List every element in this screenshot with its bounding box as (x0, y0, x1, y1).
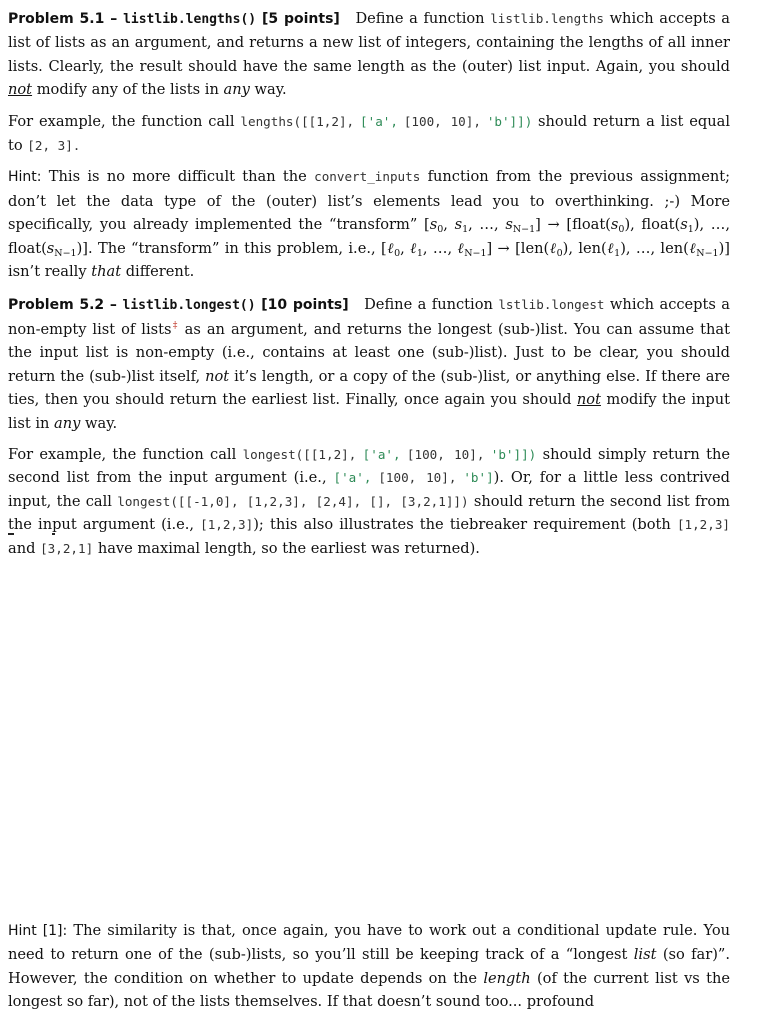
problem-5-2-heading: Problem 5.2 – listlib.longest() [10 points] (8, 297, 349, 314)
math-transform-1: [$s_0$, $s_1$, …, $s_{N-1}$] → [$float(s_0)$, $float(s_1)$, …, $float(s_{N-1})$]. (8, 216, 730, 259)
emphasis-not: not (8, 81, 33, 99)
page (8, 7, 730, 568)
hint-1-label: Hint [1]: (8, 923, 68, 939)
problem-5-1-example: For example, the function call lengths([[1,2], ['a', [100, 10], 'b']]) should return a list equal to [2, 3]. (8, 112, 731, 155)
hint-1-text: Hint [1]: The similarity is that, once again, you have to work out a conditional update rule. You need to return one of the (sub-)lists, so you’ll still be keeping track of a “longest list (so far)”. However, the condition on whether to update depends on the length (of the current list vs the longest so far), not of the lists themselves. If that doesn’t sound too... profound (8, 922, 731, 1011)
problem-5-1-heading: Problem 5.1 – listlib.lengths() [5 points] (8, 11, 340, 27)
problem-5-1-statement: Problem 5.1 – listlib.lengths() [5 points] Define a function listlib.lengths which accepts a list of lists as an argument, and returns a new list of integers, containing the lengths of all inner lists. Clearly, the result should have the same length as the (outer) list input. Again, you should not modify any of the lists in any way. (8, 10, 731, 99)
emphasis-not: not (576, 391, 601, 409)
footnote-marker[interactable]: ‡ (171, 320, 179, 331)
problem-5-1-hint: Hint: This is no more difficult than the convert_inputs function from the previous assignment; don’t let the data type of the (outer) list’s elements lead you to overthinking. ;-) More specifically, you already implemented the “transform” [$s_0$, $s_1$, …, $s_{N-1}$] → [$float(s_0)$, $float(s_1)$, …, $float(s_{N-1})$]. The “transform” in this problem, i.e., [ℓ$_0$, ℓ$_1$, …, ℓ$_{N-1}$] → [len(ℓ$_0$), len(ℓ$_1$), …, len(ℓ$_{N-1}$)] isn’t really that different. (8, 168, 731, 281)
hint-1-block (8, 919, 730, 1014)
clipped-text-fragment (8, 530, 68, 538)
math-transform-2: [ℓ$_0$, ℓ$_1$, …, ℓ$_{N-1}$] → [len(ℓ$_0$), len(ℓ$_1$), …, len(ℓ$_{N-1}$)] (380, 239, 730, 259)
problem-5-2-statement: Problem 5.2 – listlib.longest() [10 points] Define a function lstlib.longest which accepts a non-empty list of lists‡ as an argument, and returns the longest (sub-)list. You can assume that the input list is non-empty (i.e., contains at least one (sub-)list). Just to be clear, you should return the (sub-)list itself, not it’s length, or a copy of the (sub-)list, or anything else. If there are ties, then you should return the earliest list. Finally, once again you should not modify the input list in any way. (8, 296, 731, 432)
problem-5-2-example: For example, the function call longest([[1,2], ['a', [100, 10], 'b']]) should simply return the second list from the input argument (i.e., ['a', [100, 10], 'b']). Or, for a little less contrived input, the call longest([[-1,0], [1,2,3], [2,4], [], [3,2,1]]) should return the second list from the input argument (i.e., [1,2,3]); this also illustrates the tiebreaker requirement (both [1,2,3] and [3,2,1] have maximal length, so the earliest was returned). (8, 445, 731, 557)
inline-code: listlib.lengths (490, 11, 604, 26)
